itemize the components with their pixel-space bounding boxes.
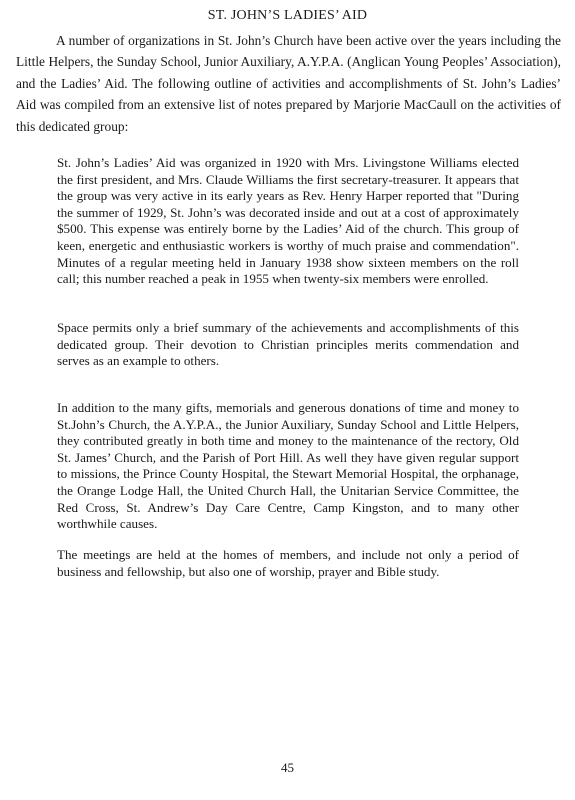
intro-paragraph: A number of organizations in St. John’s Church have been active over the years including the Little Helpers, the Sunday School, Junior Auxiliary, A.Y.P.A. (Anglican Young Peoples’ Association), and the Ladies’ Aid. The following outline of activities and accomplishments of St. John’s Ladies’ Aid was compiled from an extensive list of notes prepared by Marjorie MacCaull on the activities of this dedicated group: xyxy=(16,33,561,134)
page-number: 45 xyxy=(281,760,294,775)
quoted-paragraph-summary: Space permits only a brief summary of the achievements and accomplishments of this dedicated group. Their devotion to Christian principles merits commendation and serves as an example to others. xyxy=(57,320,519,369)
quoted-paragraph-organization: St. John’s Ladies’ Aid was organized in 1920 with Mrs. Livingstone Williams elected the first president, and Mrs. Claude Williams the first secretary-treasurer. It appears that the group was very active in its early years as Rev. Henry Harper reported that "During the summer of 1929, St. John’s was decorated inside and out at a cost of approximately $500. This expense was entirely borne by the Ladies’ Aid of the church. This group of keen, energetic and enthusiastic workers is worthy of much praise and commendation". Minutes of a regular meeting held in January 1938 show sixteen members on the roll call; this number reached a peak in 1955 when twenty-six members were enrolled. xyxy=(57,155,519,287)
quoted-paragraph-meetings: The meetings are held at the homes of members, and include not only a period of business and fellowship, but also one of worship, prayer and Bible study. xyxy=(57,547,519,579)
quoted-paragraph-contributions: In addition to the many gifts, memorials and generous donations of time and money to St.John’s Church, the A.Y.P.A., the Junior Auxiliary, Sunday School and Little Helpers, they contributed greatly in both time and money to the maintenance of the rectory, Old St. James’ Church, and the Parish of Port Hill. As well they have given regular support to missions, the Prince County Hospital, the Stewart Memorial Hospital, the orphanage, the Orange Lodge Hall, the United Church Hall, the Unitarian Service Committee, the Red Cross, St. Andrew’s Day Care Centre, Camp Kingston, and to many other worthwhile causes. xyxy=(57,400,519,532)
page-title: ST. JOHN’S LADIES’ AID xyxy=(207,8,368,23)
